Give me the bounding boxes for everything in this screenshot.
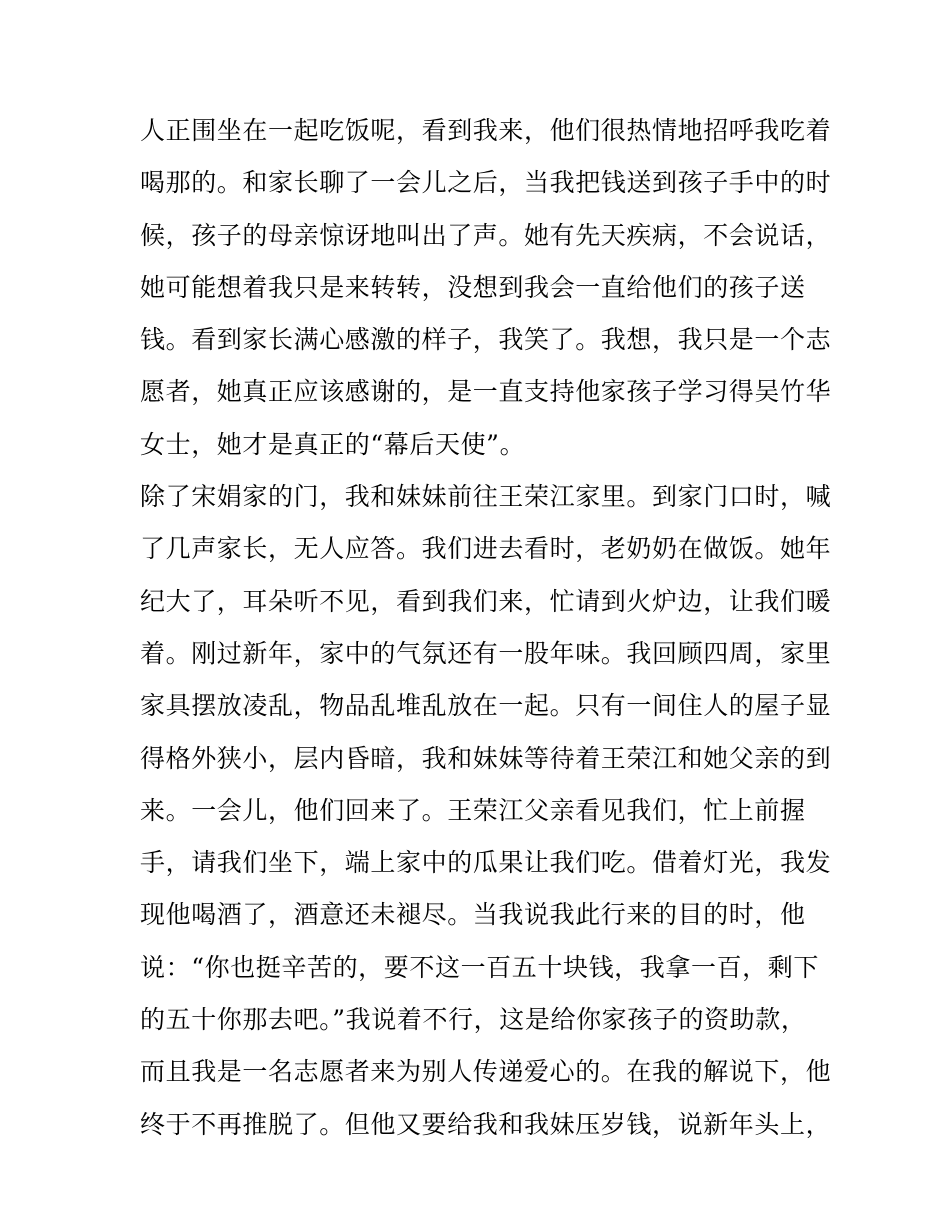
text-line: 她可能想着我只是来转转，没想到我会一直给他们的孩子送 xyxy=(140,272,806,302)
text-line: 说：“你也挺辛苦的，要不这一百五十块钱，我拿一百，剩下 xyxy=(140,952,819,982)
text-line: 来。一会儿，他们回来了。王荣江父亲看见我们，忙上前握 xyxy=(140,795,806,825)
text-line: 人正围坐在一起吃饭呢，看到我来，他们很热情地招呼我吃着 xyxy=(140,116,832,145)
text-line: 愿者，她真正应该感谢的，是一直支持他家孩子学习得吴竹华 xyxy=(140,377,832,407)
text-line: 钱。看到家长满心感激的样子，我笑了。我想，我只是一个志 xyxy=(140,325,832,355)
text-line: 家具摆放凌乱，物品乱堆乱放在一起。只有一间住人的屋子显 xyxy=(140,691,832,721)
text-line: 而且我是一名志愿者来为别人传递爱心的。在我的解说下，他 xyxy=(140,1057,832,1087)
text-line: 除了宋娟家的门，我和妹妹前往王荣江家里。到家门口时，喊 xyxy=(140,482,832,512)
text-line: 了几声家长，无人应答。我们进去看时，老奶奶在做饭。她年 xyxy=(140,534,832,564)
text-line: 的五十你那去吧。”我说着不行，这是给你家孩子的资助款， xyxy=(140,1005,807,1035)
body-text xyxy=(140,105,832,1151)
text-line: 喝那的。和家长聊了一会儿之后，当我把钱送到孩子手中的时 xyxy=(140,168,832,198)
text-line: 终于不再推脱了。但他又要给我和我妹压岁钱，说新年头上， xyxy=(140,1109,832,1139)
text-line: 着。刚过新年，家中的气氛还有一股年味。我回顾四周，家里 xyxy=(140,638,832,668)
text-line: 手，请我们坐下，端上家中的瓜果让我们吃。借着灯光，我发 xyxy=(140,848,832,878)
text-line: 纪大了，耳朵听不见，看到我们来，忙请到火炉边，让我们暖 xyxy=(140,586,832,616)
text-line: 候，孩子的母亲惊讶地叫出了声。她有先天疾病，不会说话， xyxy=(140,220,832,250)
text-line: 得格外狭小，层内昏暗，我和妹妹等待着王荣江和她父亲的到 xyxy=(140,743,832,773)
text-line: 女士，她才是真正的“幕后天使”。 xyxy=(140,429,526,459)
text-line: 现他喝酒了，酒意还未褪尽。当我说我此行来的目的时，他 xyxy=(140,900,806,930)
